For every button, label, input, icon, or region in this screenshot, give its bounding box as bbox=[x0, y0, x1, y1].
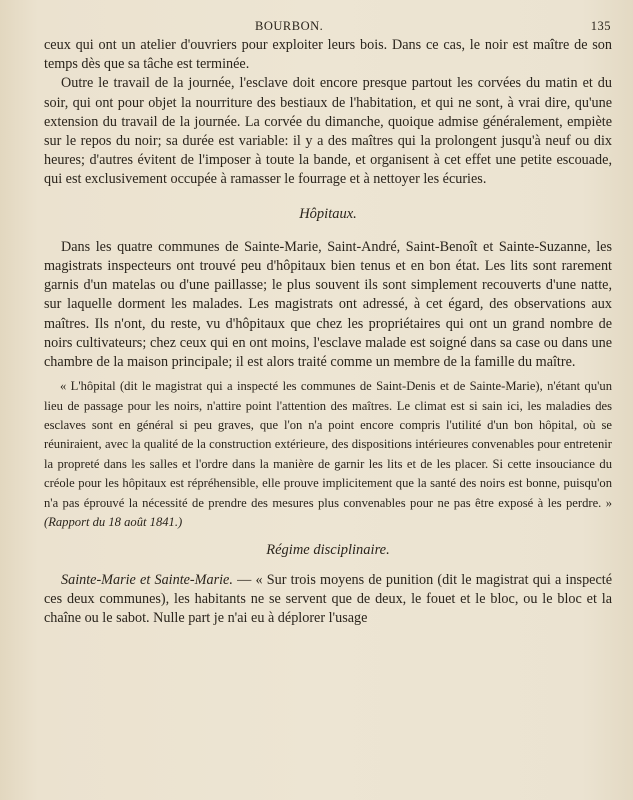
paragraph-regime-text: — « Sur trois moyens de punition (dit le magistrat qui a inspecté ces deux communes), les habitants ne se servent que de deux, le fouet et le bloc, ou le bloc et la chaîne ou le sabot. Nulle part je n'ai eu à déplorer l'usage bbox=[44, 571, 612, 627]
running-title: BOURBON. bbox=[255, 19, 324, 33]
quote-reference: (Rapport du 18 août 1841.) bbox=[44, 515, 183, 530]
page-body bbox=[44, 36, 612, 628]
paragraph-corvees: Outre le travail de la journée, l'esclave doit encore presque partout les corvées du matin et du soir, qui ont pour objet la nourriture des bestiaux de l'habitation, et qui ne sont, à vrai dire, qu'une extension du travail de la journée. La corvée du dimanche, quoique admise généralement, empiète sur le repos du noir; sa durée est variable: il y a des maîtres qui la prolongent jusqu'à neuf ou dix heures; d'autres évitent de l'imposer à toute la bande, et organisent à cet effet une petite escouade, qui est exclusivement occupée à ramasser le fourrage et à nettoyer les écuries. bbox=[44, 75, 612, 188]
quote-paragraph bbox=[44, 377, 612, 532]
section-heading-regime: Régime disciplinaire. bbox=[266, 541, 390, 558]
paragraph-regime bbox=[44, 571, 612, 629]
quote-text: « L'hôpital (dit le magistrat qui a inspecté les communes de Saint-Denis et de Sainte-Marie), n'étant qu'un lieu de passage pour les noirs, n'attire point l'attention des maîtres. Le climat est si sain ici, les maladies des esclaves sont en général si peu graves, que l'on n'a point encore compris l'utilité d'un bon hôpital, où se réuniraient, avec la qualité de la construction extérieure, des dispositions intérieures convenables pour entretenir la propreté dans les salles et l'ordre dans la manière de garnir les lits et de les placer. Si cette insouciance du créole pour les hôpitaux est répréhensible, elle prouve implicitement que la santé des noirs est bonne, puisqu'on n'a pas éprouvé la nécessité de prendre des mesures plus convenables pour ne pas être exposé à les perdre. » bbox=[44, 379, 612, 510]
running-head bbox=[50, 19, 611, 37]
paragraph-continued: ceux qui ont un atelier d'ouvriers pour exploiter leurs bois. Dans ce cas, le noir est maître de son temps dès que sa tâche est terminée. bbox=[44, 37, 612, 73]
paragraph-lead: Sainte-Marie et Sainte-Marie. bbox=[61, 571, 233, 588]
block-quote bbox=[44, 377, 612, 532]
paragraph-hopitaux: Dans les quatre communes de Sainte-Marie, Saint-André, Saint-Benoît et Sainte-Suzanne, les magistrats inspecteurs ont trouvé peu d'hôpitaux bien tenus et en bon état. Les lits sont rarement garnis d'un matelas ou d'une paillasse; le plus souvent ils sont simplement recouverts d'une natte, sur laquelle dorment les malades. Les magistrats ont adressé, à cet égard, des observations aux maîtres. Ils n'ont, du reste, vu d'hôpitaux que chez les propriétaires qui ont un grand nombre de noirs cultivateurs; chez ceux qui en ont moins, l'esclave malade est soigné dans sa case ou dans une chambre de la maison principale; il est alors traité comme un membre de la famille du maître. bbox=[44, 238, 612, 371]
section-heading-hopitaux: Hôpitaux. bbox=[299, 205, 357, 222]
page-number: 135 bbox=[590, 19, 611, 33]
